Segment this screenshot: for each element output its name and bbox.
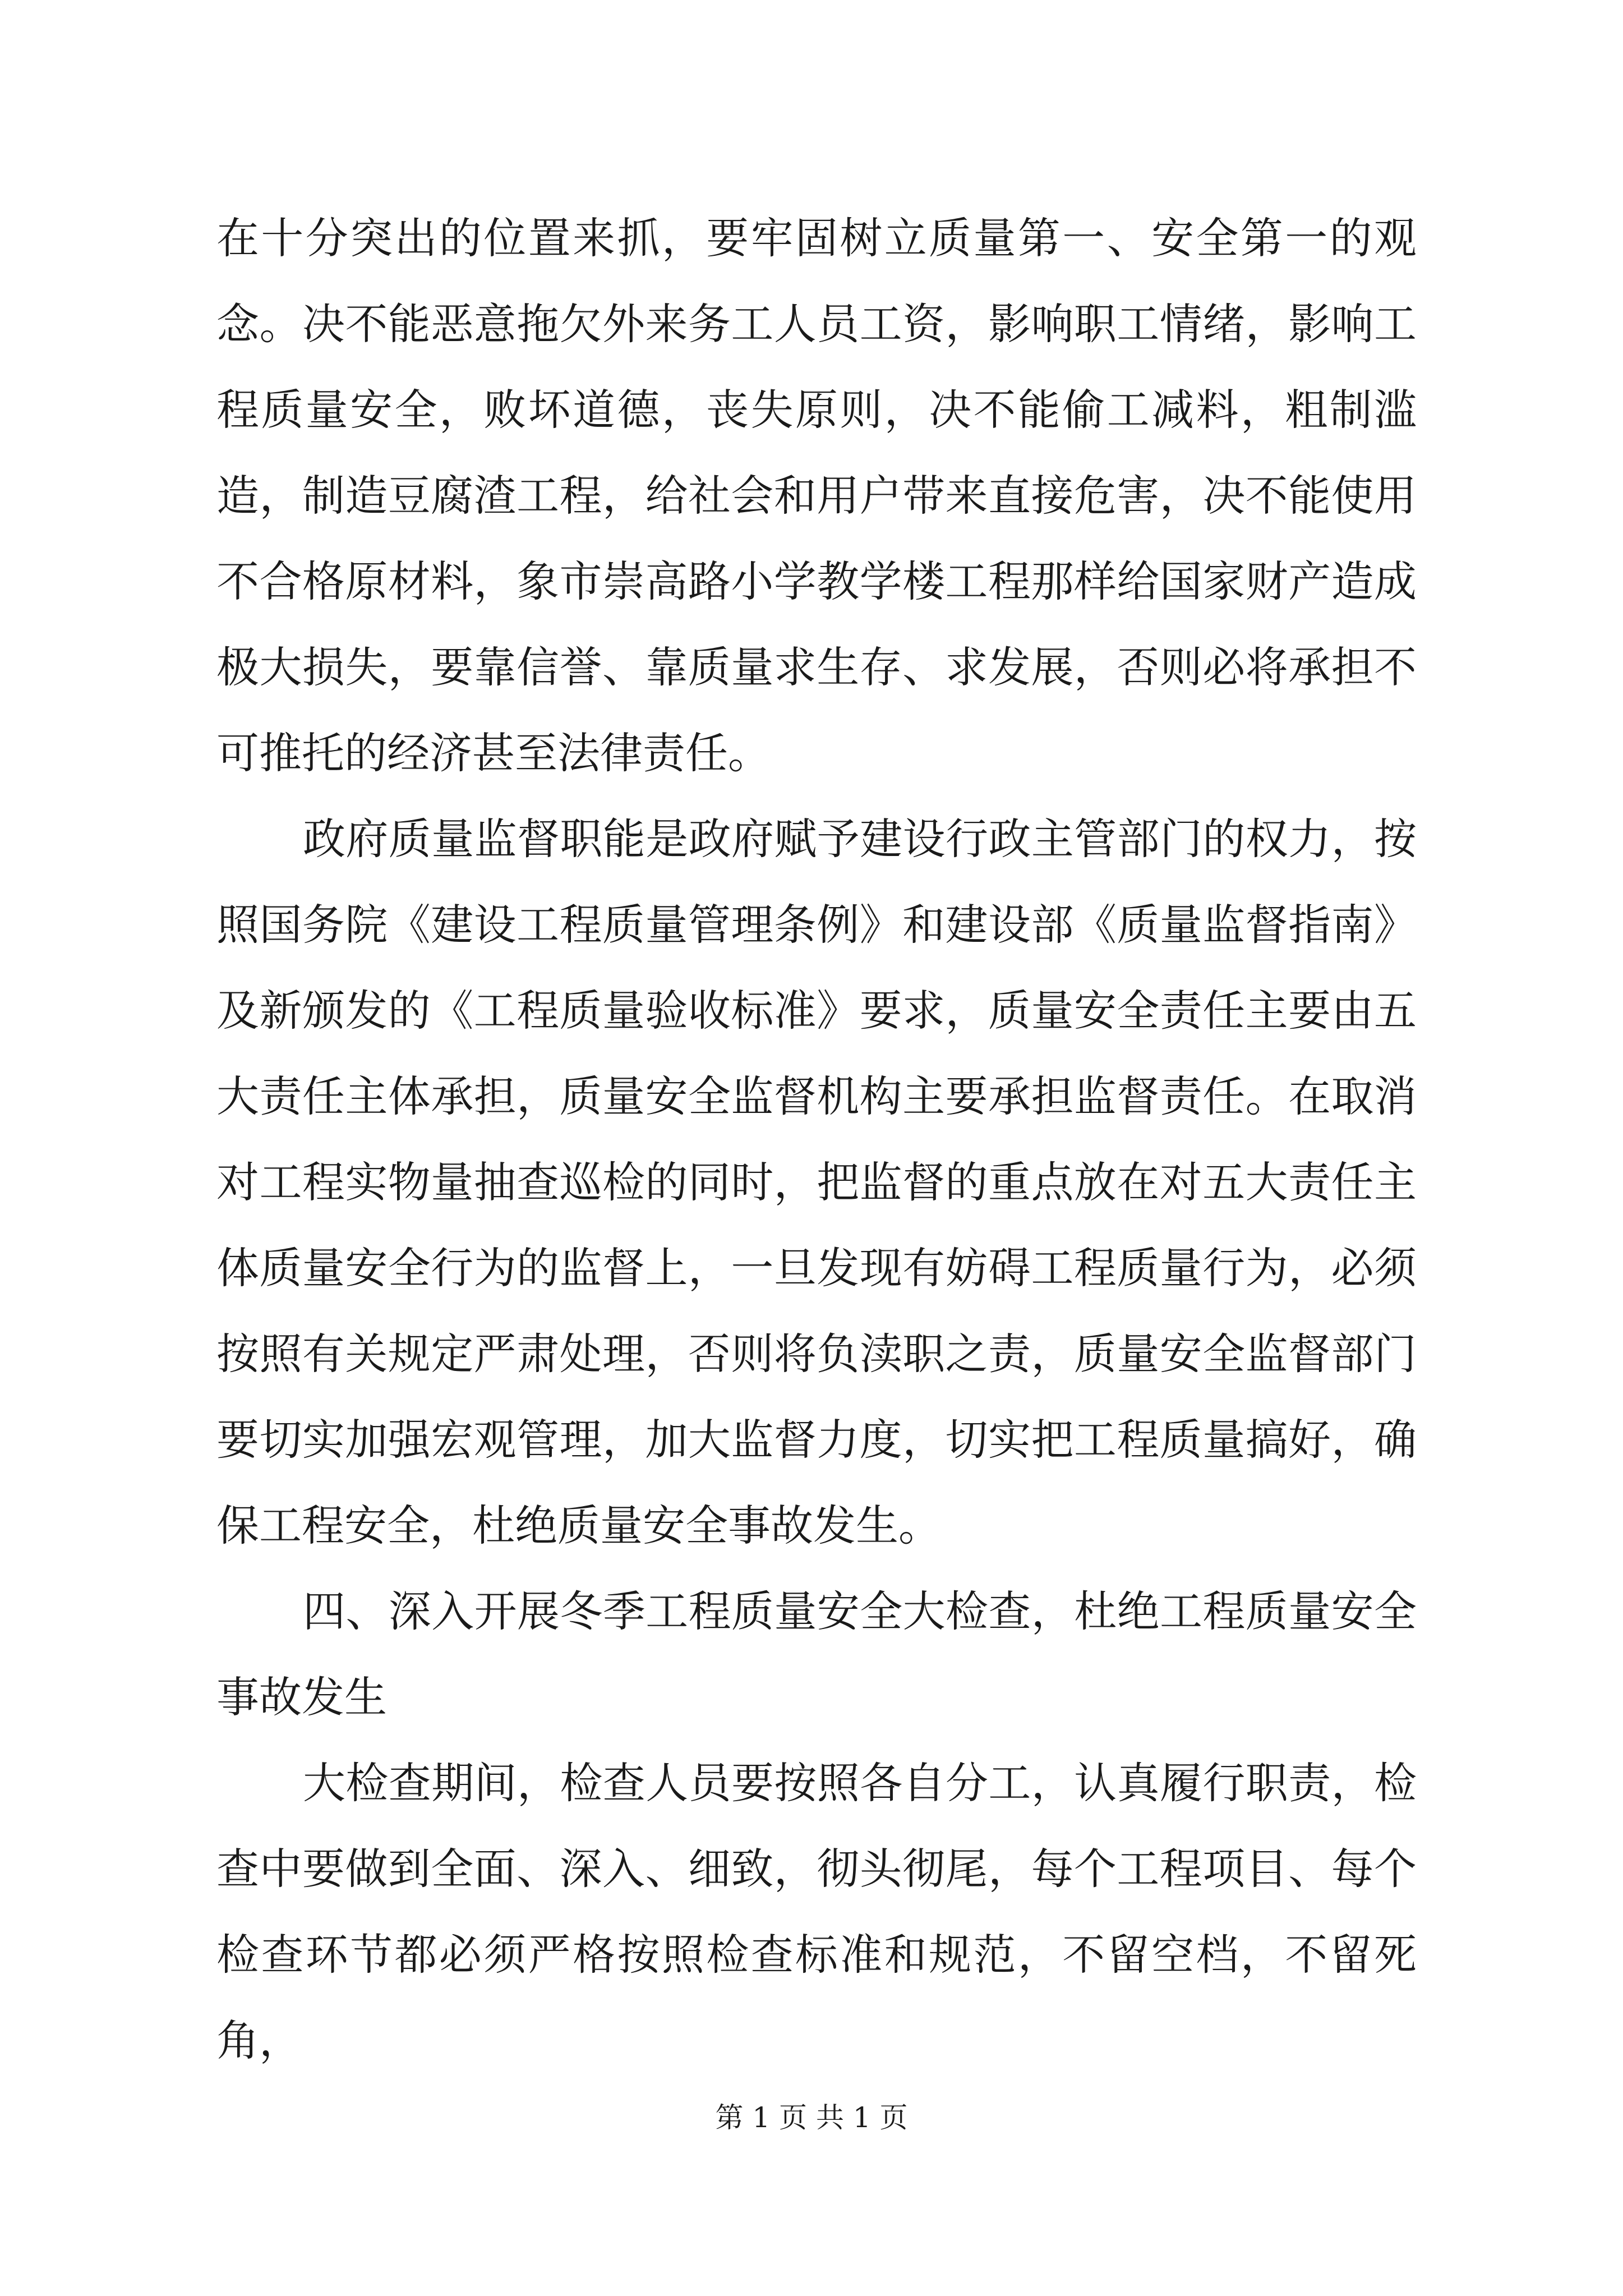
paragraph-2: 政府质量监督职能是政府赋予建设行政主管部门的权力，按照国务院《建设工程质量管理条例》和建设部《质量监督指南》及新颁发的《工程质量验收标准》要求，质量安全责任主要由五大责任主体承担，质量安全监督机构主要承担监督责任。在取消对工程实物量抽查巡检的同时，把监督的重点放在对五大责任主体质量安全行为的监督上，一旦发现有妨碍工程质量行为，必须按照有关规定严肃处理，否则将负渎职之责，质量安全监督部门要切实加强宏观管理，加大监督力度，切实把工程质量搞好，确保工程安全，杜绝质量安全事故发生。 [216,814,1417,1550]
document-body [216,195,1417,2083]
page-footer [0,2098,1623,2137]
paragraph-3: 大检查期间，检查人员要按照各自分工，认真履行职责，检查中要做到全面、深入、细致，彻头彻尾，每个工程项目、每个检查环节都必须严格按照检查标准和规范，不留空档，不留死角， [216,1758,1417,2065]
page-number-label: 第 1 页 共 1 页 [715,2101,908,2134]
paragraph-1: 在十分突出的位置来抓，要牢固树立质量第一、安全第一的观念。决不能恶意拖欠外来务工人员工资，影响职工情绪，影响工程质量安全，败坏道德，丧失原则，决不能偷工减料，粗制滥造，制造豆腐渣工程，给社会和用户带来直接危害，决不能使用不合格原材料，象市崇高路小学教学楼工程那样给国家财产造成极大损失，要靠信誉、靠质量求生存、求发展，否则必将承担不可推托的经济甚至法律责任。 [216,213,1417,778]
section-heading-4: 四、深入开展冬季工程质量安全大检查，杜绝工程质量安全事故发生 [216,1586,1417,1722]
